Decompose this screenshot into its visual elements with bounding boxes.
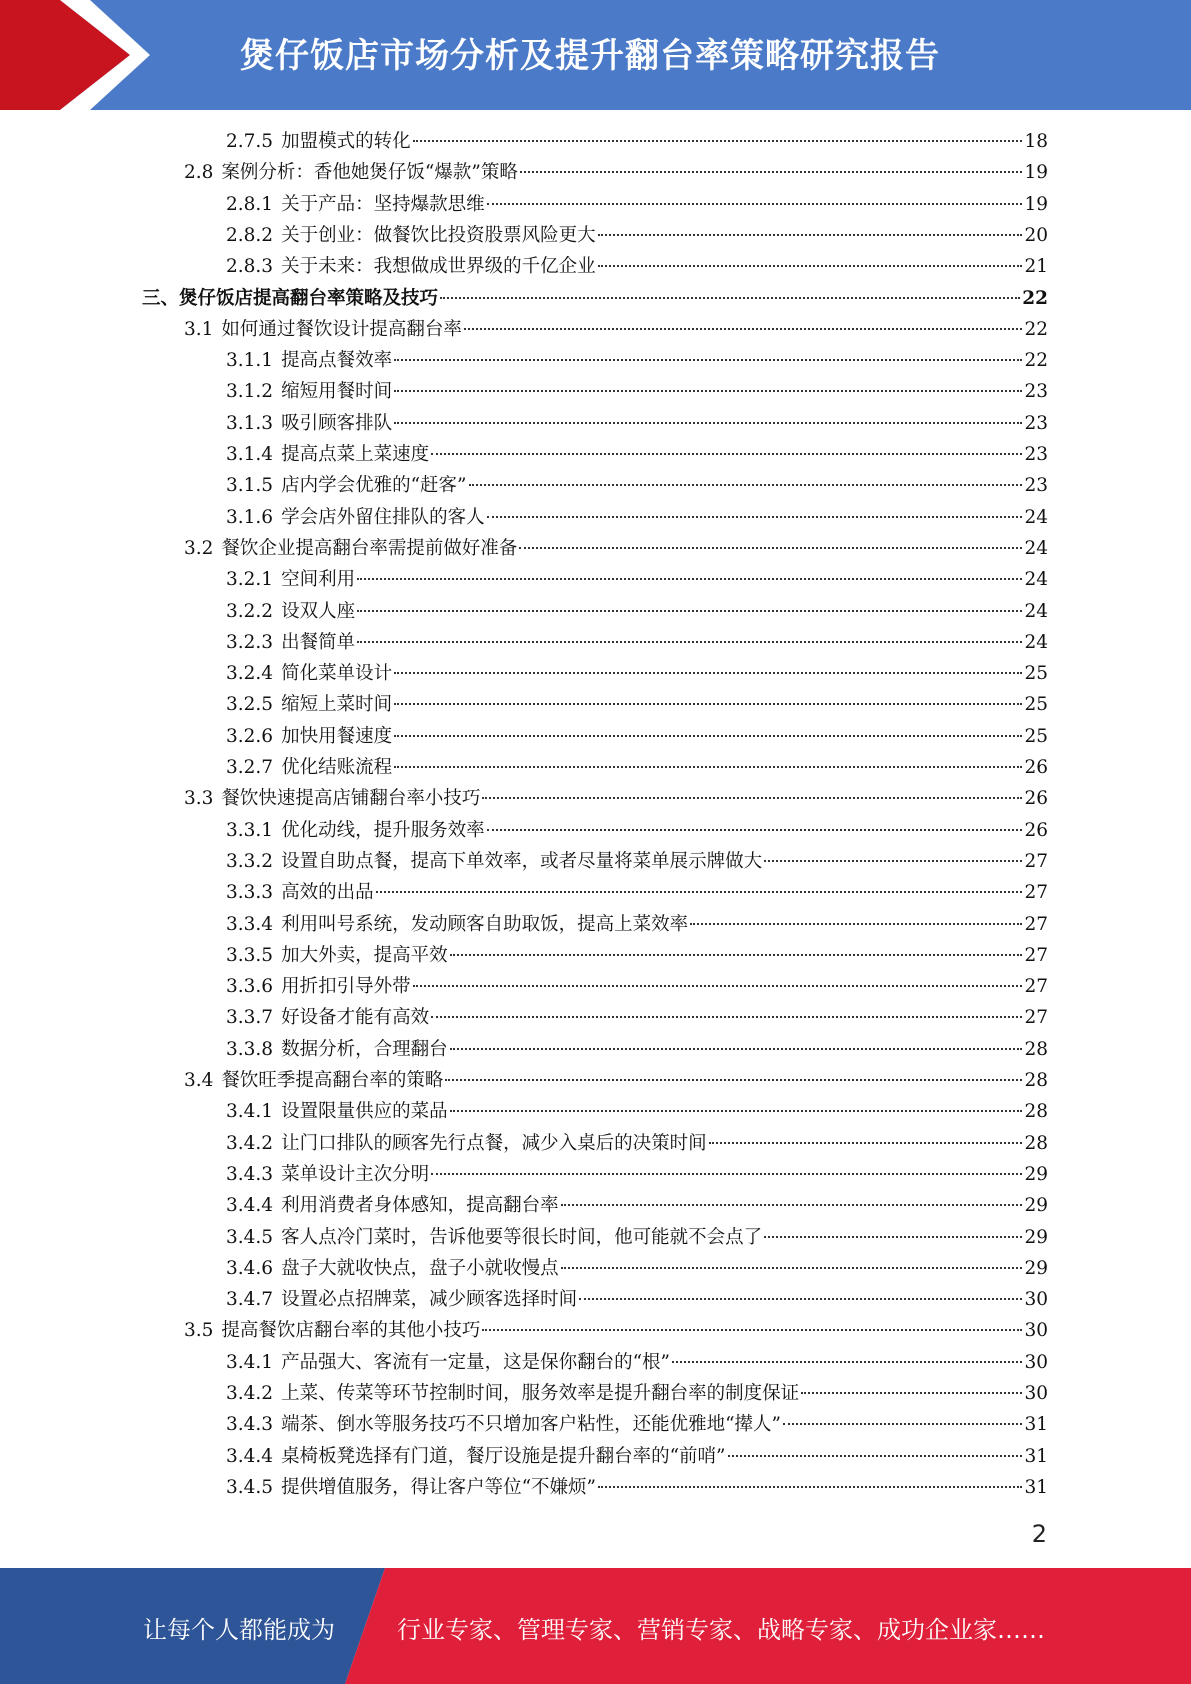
toc-entry[interactable] (226, 471, 1048, 502)
toc-entry-page: 28 (1024, 1070, 1048, 1091)
toc-entry-number: 3.2 (184, 537, 214, 559)
toc-entry-page: 24 (1024, 631, 1048, 653)
toc-entry-page: 24 (1024, 506, 1048, 528)
toc-entry-title: 优化动线，提升服务效率 (281, 819, 485, 841)
toc-entry-number: 3.4.2 (226, 1383, 274, 1404)
toc-entry[interactable] (226, 1410, 1048, 1441)
toc-entry[interactable] (226, 1348, 1048, 1379)
toc-entry-number: 3.3.5 (226, 944, 274, 966)
toc-dot-leader (482, 1329, 1022, 1331)
toc-dot-leader (431, 1173, 1022, 1175)
toc-entry-title: 关于创业：做餐饮比投资股票风险更大 (281, 224, 596, 246)
toc-entry-number: 3.2.6 (226, 725, 274, 747)
toc-entry[interactable] (226, 941, 1048, 972)
toc-entry-title: 利用叫号系统，发动顾客自助取饭，提高上菜效率 (281, 913, 689, 935)
toc-entry-title: 关于未来：我想做成世界级的千亿企业 (281, 256, 596, 278)
toc-dot-leader (598, 1486, 1022, 1488)
toc-entry-title: 吸引顾客排队 (281, 412, 393, 434)
toc-entry-title: 提高点菜上菜速度 (281, 444, 430, 465)
toc-dot-leader (431, 453, 1022, 455)
toc-entry[interactable] (226, 252, 1048, 283)
toc-entry-page: 26 (1024, 819, 1048, 841)
toc-entry-page: 27 (1024, 976, 1048, 998)
toc-dot-leader (709, 1142, 1023, 1144)
toc-entry-page: 29 (1024, 1257, 1048, 1279)
toc-dot-leader (561, 1204, 1023, 1206)
toc-entry[interactable] (226, 409, 1048, 440)
toc-dot-leader (450, 1048, 1023, 1050)
toc-entry-number: 3.4.4 (226, 1195, 274, 1217)
toc-entry-number: 3.4.3 (226, 1163, 274, 1185)
toc-entry[interactable] (184, 784, 1048, 815)
toc-entry[interactable] (226, 1097, 1048, 1128)
toc-entry-title: 煲仔饭店提高翻台率策略及技巧 (179, 287, 439, 309)
report-title: 煲仔饭店市场分析及提升翻台率策略研究报告 (240, 36, 940, 76)
toc-dot-leader (394, 735, 1022, 737)
toc-entry-page: 29 (1024, 1163, 1048, 1185)
toc-entry-page: 28 (1024, 1101, 1048, 1123)
toc-entry-page: 27 (1024, 913, 1048, 935)
toc-dot-leader (561, 1267, 1023, 1269)
toc-entry-page: 23 (1024, 412, 1048, 434)
toc-dot-leader (394, 766, 1022, 768)
toc-entry-number: 3.3.4 (226, 913, 274, 935)
toc-dot-leader (413, 140, 1023, 142)
toc-dot-leader (394, 703, 1022, 705)
toc-entry[interactable] (184, 1066, 1048, 1097)
toc-entry-number: 3.4.1 (226, 1101, 274, 1123)
toc-entry-page: 22 (1024, 318, 1048, 340)
toc-entry[interactable] (184, 534, 1048, 565)
toc-entry-number: 2.8.2 (226, 224, 274, 246)
toc-entry-page: 22 (1022, 287, 1048, 309)
toc-entry-number: 3.2.5 (226, 694, 274, 716)
toc-entry[interactable] (226, 878, 1048, 909)
toc-dot-leader (450, 954, 1023, 956)
toc-entry-title: 缩短上菜时间 (281, 694, 393, 716)
toc-entry[interactable] (226, 440, 1048, 471)
toc-dot-leader (598, 265, 1023, 267)
toc-entry-title: 加盟模式的转化 (281, 131, 411, 152)
toc-entry-page: 27 (1024, 944, 1048, 966)
toc-entry[interactable] (226, 722, 1048, 753)
toc-entry-page: 25 (1024, 694, 1048, 716)
footer-slogan-right: 行业专家、管理专家、营销专家、战略专家、成功企业家…… (397, 1616, 1045, 1644)
toc-entry-number: 3.3.3 (226, 882, 274, 904)
toc-entry[interactable] (226, 972, 1048, 1003)
toc-entry-page: 26 (1024, 757, 1048, 778)
toc-dot-leader (445, 1079, 1022, 1081)
toc-entry-number: 3.3 (184, 788, 214, 810)
toc-entry-number: 2.7.5 (226, 131, 274, 152)
toc-entry-number: 3.1 (184, 318, 214, 340)
toc-entry-number: 3.2.1 (226, 569, 274, 591)
toc-entry-title: 让门口排队的顾客先行点餐，减少入桌后的决策时间 (281, 1132, 707, 1154)
toc-dot-leader (394, 422, 1022, 424)
toc-entry[interactable] (226, 190, 1048, 221)
toc-entry-title: 上菜、传菜等环节控制时间，服务效率是提升翻台率的制度保证 (281, 1383, 800, 1404)
toc-entry-page: 29 (1024, 1226, 1048, 1248)
toc-entry-page: 20 (1024, 224, 1048, 246)
toc-entry-page: 27 (1024, 850, 1048, 872)
toc-entry-page: 18 (1024, 131, 1048, 152)
toc-entry-page: 30 (1024, 1289, 1048, 1311)
toc-entry-number: 3.3.7 (226, 1007, 274, 1029)
toc-entry-number: 2.8 (184, 162, 214, 184)
toc-entry-title: 如何通过餐饮设计提高翻台率 (221, 318, 462, 340)
toc-entry[interactable] (226, 847, 1048, 878)
toc-entry-number: 3.4.3 (226, 1414, 274, 1436)
toc-entry-number: 3.1.6 (226, 506, 274, 528)
toc-entry[interactable] (184, 1316, 1048, 1347)
toc-dot-leader (487, 829, 1023, 831)
toc-entry-page: 24 (1024, 600, 1048, 622)
toc-dot-leader (357, 641, 1022, 643)
toc-entry[interactable] (226, 690, 1048, 721)
toc-entry[interactable] (226, 1254, 1048, 1285)
toc-entry-number: 3.1.2 (226, 381, 274, 403)
toc-entry-page: 24 (1024, 569, 1048, 591)
toc-dot-leader (357, 578, 1022, 580)
toc-entry-number: 3.4.7 (226, 1289, 274, 1311)
toc-entry-number: 3.4.5 (226, 1226, 274, 1248)
toc-entry-number: 3.5 (184, 1320, 214, 1342)
toc-entry[interactable] (184, 158, 1048, 189)
toc-entry-page: 25 (1024, 663, 1048, 685)
toc-entry-number: 3.3.6 (226, 976, 274, 998)
toc-entry-title: 数据分析，合理翻台 (281, 1038, 448, 1060)
toc-entry[interactable] (226, 221, 1048, 252)
toc-dot-leader (783, 1423, 1022, 1425)
toc-entry-page: 23 (1024, 444, 1048, 465)
toc-dot-leader (394, 359, 1022, 361)
toc-entry-page: 28 (1024, 1132, 1048, 1154)
toc-entry-page: 26 (1024, 788, 1048, 810)
toc-entry-title: 缩短用餐时间 (281, 381, 393, 403)
toc-entry-page: 31 (1024, 1414, 1048, 1436)
toc-dot-leader (469, 484, 1023, 486)
toc-dot-leader (672, 1361, 1022, 1363)
toc-entry[interactable] (184, 315, 1048, 346)
toc-entry[interactable] (226, 628, 1048, 659)
toc-entry-title: 加大外卖，提高平效 (281, 944, 448, 966)
toc-entry-title: 餐饮企业提高翻台率需提前做好准备 (221, 537, 518, 559)
toc-dot-leader (376, 891, 1023, 893)
toc-entry-number: 3.1.3 (226, 412, 274, 434)
toc-entry-page: 23 (1024, 381, 1048, 403)
toc-entry-title: 客人点冷门菜时，告诉他要等很长时间，他可能就不会点了 (281, 1226, 763, 1248)
toc-dot-leader (579, 1298, 1022, 1300)
toc-entry-page: 30 (1024, 1351, 1048, 1373)
toc-entry-number: 3.2.4 (226, 663, 274, 685)
header-banner (0, 0, 1191, 110)
toc-entry-title: 设置必点招牌菜，减少顾客选择时间 (281, 1289, 578, 1311)
toc-entry[interactable] (226, 377, 1048, 408)
toc-entry-title: 盘子大就收快点，盘子小就收慢点 (281, 1257, 559, 1279)
toc-entry-number: 三、 (142, 287, 180, 309)
toc-dot-leader (464, 328, 1023, 330)
toc-entry-page: 22 (1024, 350, 1048, 372)
toc-entry-page: 19 (1024, 162, 1048, 184)
toc-entry[interactable] (142, 284, 1048, 315)
toc-entry-page: 28 (1024, 1038, 1048, 1060)
toc-entry-title: 餐饮快速提高店铺翻台率小技巧 (221, 788, 481, 810)
toc-entry-title: 简化菜单设计 (281, 663, 393, 685)
toc-entry[interactable] (226, 1473, 1048, 1504)
footer-slogan-left: 让每个人都能成为 (143, 1616, 335, 1644)
toc-entry-page: 31 (1024, 1445, 1048, 1467)
toc-entry-page: 19 (1024, 193, 1048, 215)
toc-dot-leader (440, 297, 1020, 299)
toc-entry-title: 桌椅板凳选择有门道，餐厅设施是提升翻台率的“前哨” (281, 1445, 726, 1467)
toc-entry[interactable] (226, 503, 1048, 534)
toc-dot-leader (431, 1016, 1022, 1018)
toc-entry-title: 利用消费者身体感知，提高翻台率 (281, 1195, 559, 1217)
toc-dot-leader (801, 1392, 1022, 1394)
toc-entry-number: 3.4.1 (226, 1351, 274, 1373)
toc-entry[interactable] (226, 1129, 1048, 1160)
toc-entry-number: 3.4 (184, 1070, 214, 1091)
toc-dot-leader (764, 1236, 1022, 1238)
toc-entry[interactable] (226, 816, 1048, 847)
toc-entry-number: 3.4.5 (226, 1476, 274, 1498)
toc-entry-number: 3.4.4 (226, 1445, 274, 1467)
toc-entry[interactable] (226, 1285, 1048, 1316)
toc-dot-leader (690, 923, 1022, 925)
toc-dot-leader (450, 1110, 1023, 1112)
toc-entry[interactable] (226, 659, 1048, 690)
toc-entry-page: 30 (1024, 1383, 1048, 1404)
toc-entry-number: 3.2.7 (226, 757, 274, 778)
toc-entry-title: 菜单设计主次分明 (281, 1163, 430, 1185)
toc-entry-number: 3.1.4 (226, 444, 274, 465)
toc-entry-title: 用折扣引导外带 (281, 976, 411, 998)
toc-entry[interactable] (226, 753, 1048, 784)
toc-entry[interactable] (226, 1442, 1048, 1473)
toc-entry-page: 30 (1024, 1320, 1048, 1342)
toc-entry-number: 3.4.2 (226, 1132, 274, 1154)
toc-entry-number: 3.2.3 (226, 631, 274, 653)
toc-entry-number: 3.3.1 (226, 819, 274, 841)
toc-entry-number: 3.4.6 (226, 1257, 274, 1279)
toc-entry-title: 餐饮旺季提高翻台率的策略 (221, 1070, 444, 1091)
toc-entry[interactable] (226, 1003, 1048, 1034)
toc-entry-page: 23 (1024, 475, 1048, 497)
toc-dot-leader (728, 1455, 1023, 1457)
toc-entry-title: 加快用餐速度 (281, 725, 393, 747)
toc-entry-title: 设置自助点餐，提高下单效率，或者尽量将菜单展示牌做大 (281, 850, 763, 872)
toc-entry[interactable] (226, 1379, 1048, 1410)
toc-entry-number: 3.3.2 (226, 850, 274, 872)
toc-entry-title: 设置限量供应的菜品 (281, 1101, 448, 1123)
toc-entry-page: 29 (1024, 1195, 1048, 1217)
toc-entry-title: 优化结账流程 (281, 757, 393, 778)
toc-entry-title: 端茶、倒水等服务技巧不只增加客户粘性，还能优雅地“撵人” (281, 1414, 781, 1436)
toc-entry-page: 24 (1024, 537, 1048, 559)
toc-entry[interactable] (226, 1223, 1048, 1254)
toc-entry-title: 好设备才能有高效 (281, 1007, 430, 1029)
toc-entry-title: 出餐简单 (281, 631, 356, 653)
toc-entry-title: 高效的出品 (281, 882, 374, 904)
toc-entry[interactable] (226, 597, 1048, 628)
toc-entry-page: 21 (1024, 256, 1048, 278)
toc-entry-number: 3.2.2 (226, 600, 274, 622)
toc-entry-page: 25 (1024, 725, 1048, 747)
toc-entry-number: 3.3.8 (226, 1038, 274, 1060)
toc-entry[interactable] (226, 1035, 1048, 1066)
toc-entry-title: 关于产品：坚持爆款思维 (281, 193, 485, 215)
toc-entry-page: 27 (1024, 1007, 1048, 1029)
toc-dot-leader (520, 171, 1023, 173)
page-number: 2 (1031, 1520, 1047, 1548)
toc-entry-title: 提供增值服务，得让客户等位“不嫌烦” (281, 1476, 596, 1498)
toc-entry-page: 27 (1024, 882, 1048, 904)
toc-entry-page: 31 (1024, 1476, 1048, 1498)
footer-banner (0, 1568, 1191, 1684)
toc-dot-leader (519, 547, 1022, 549)
toc-entry[interactable] (226, 346, 1048, 377)
toc-entry-title: 设双人座 (281, 600, 356, 622)
toc-entry-title: 学会店外留住排队的客人 (281, 506, 485, 528)
toc-entry-title: 提高点餐效率 (281, 350, 393, 372)
toc-dot-leader (413, 985, 1023, 987)
toc-entry-number: 3.1.5 (226, 475, 274, 497)
toc-entry-title: 产品强大、客流有一定量，这是保你翻台的“根” (281, 1351, 670, 1373)
toc-entry-number: 2.8.1 (226, 193, 274, 215)
toc-dot-leader (598, 234, 1023, 236)
toc-entry-number: 3.1.1 (226, 350, 274, 372)
toc-dot-leader (764, 860, 1022, 862)
toc-entry-title: 店内学会优雅的“赶客” (281, 475, 467, 497)
toc-entry[interactable] (226, 910, 1048, 941)
toc-entry-title: 案例分析：香他她煲仔饭“爆款”策略 (221, 162, 518, 184)
toc-entry-title: 提高餐饮店翻台率的其他小技巧 (221, 1320, 481, 1342)
toc-entry-number: 2.8.3 (226, 256, 274, 278)
toc-entry[interactable] (226, 127, 1048, 158)
toc-dot-leader (487, 203, 1023, 205)
toc-entry[interactable] (226, 1191, 1048, 1222)
toc-dot-leader (357, 610, 1022, 612)
toc-entry[interactable] (226, 1160, 1048, 1191)
toc-entry[interactable] (226, 565, 1048, 596)
toc-entry-title: 空间利用 (281, 569, 356, 591)
toc-dot-leader (394, 672, 1022, 674)
toc-dot-leader (487, 516, 1023, 518)
toc-dot-leader (482, 797, 1022, 799)
toc-dot-leader (394, 390, 1022, 392)
